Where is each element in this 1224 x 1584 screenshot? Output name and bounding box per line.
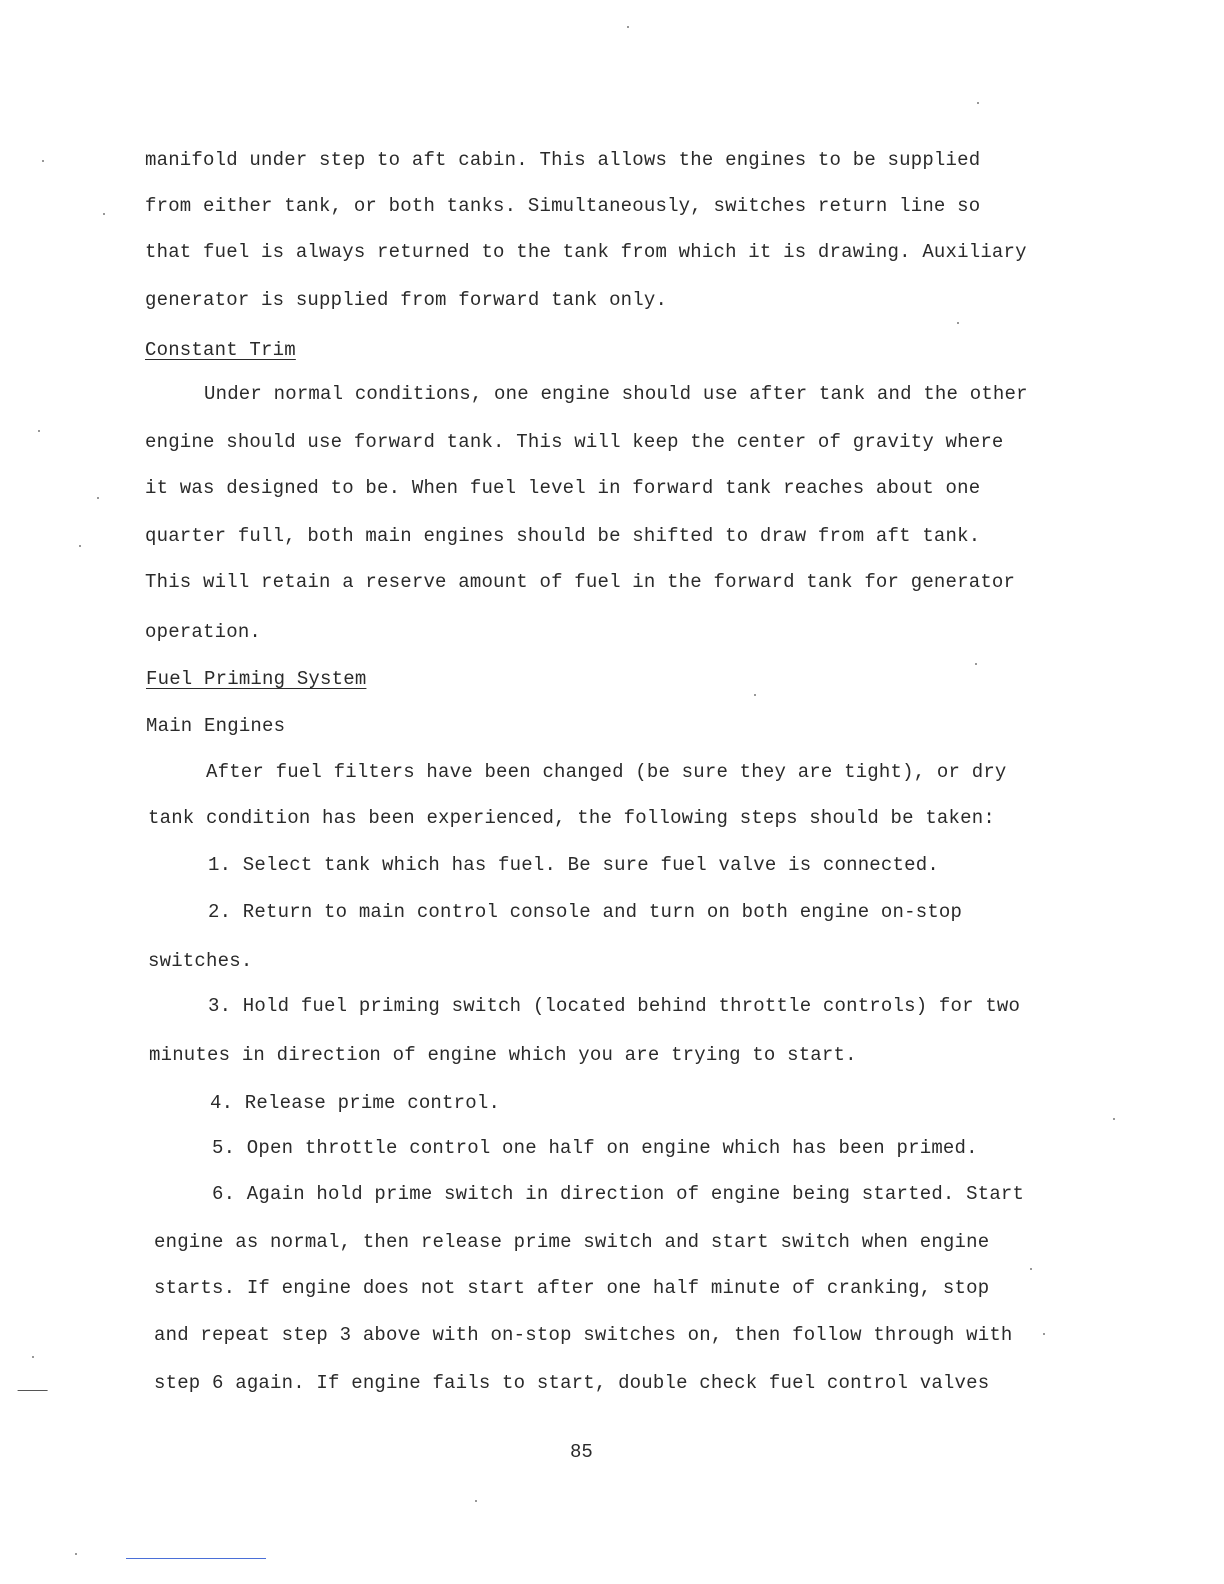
scan-speck	[1043, 1333, 1045, 1335]
step-item: 6. Again hold prime switch in direction of engine being started. Start	[212, 1183, 1025, 1205]
scan-speck	[754, 694, 756, 696]
text-line: This will retain a reserve amount of fuel in the forward tank for generator	[145, 571, 1016, 593]
text-line: tank condition has been experienced, the following steps should be taken:	[148, 807, 995, 829]
bottom-rule	[126, 1558, 266, 1559]
scan-speck	[977, 102, 979, 104]
scan-speck	[42, 160, 44, 162]
scan-speck	[32, 1356, 34, 1358]
text-line: operation.	[145, 621, 262, 643]
step-continuation: engine as normal, then release prime switch and start switch when engine	[154, 1231, 990, 1253]
text-line: quarter full, both main engines should be shifted to draw from aft tank.	[145, 525, 981, 547]
text-line: it was designed to be. When fuel level in forward tank reaches about one	[145, 477, 981, 499]
text-line: engine should use forward tank. This will keep the center of gravity where	[145, 431, 1004, 453]
step-item: 2. Return to main control console and turn on both engine on-stop	[208, 901, 963, 923]
scan-speck	[957, 322, 959, 324]
step-item: 4. Release prime control.	[210, 1092, 501, 1114]
step-continuation: switches.	[148, 950, 253, 972]
scan-speck	[1030, 1268, 1032, 1270]
text-line: After fuel filters have been changed (be sure they are tight), or dry	[206, 761, 1007, 783]
scan-speck	[38, 430, 40, 432]
text-line: manifold under step to aft cabin. This allows the engines to be supplied	[145, 149, 981, 171]
page-number: 85	[570, 1441, 593, 1463]
scan-speck	[75, 1553, 77, 1555]
step-continuation: and repeat step 3 above with on-stop switches on, then follow through with	[154, 1324, 1013, 1346]
section-heading-fuel-priming: Fuel Priming System	[146, 668, 367, 690]
scan-speck	[79, 545, 81, 547]
text-line: that fuel is always returned to the tank from which it is drawing. Auxiliary	[145, 241, 1027, 263]
scan-speck	[97, 497, 99, 499]
step-continuation: minutes in direction of engine which you are trying to start.	[149, 1044, 857, 1066]
step-item: 1. Select tank which has fuel. Be sure fuel valve is connected.	[208, 854, 939, 876]
step-continuation: starts. If engine does not start after one half minute of cranking, stop	[154, 1277, 990, 1299]
scan-mark	[5, 1376, 48, 1391]
text-line: generator is supplied from forward tank only.	[145, 289, 668, 311]
step-item: 5. Open throttle control one half on engine which has been primed.	[212, 1137, 978, 1159]
scan-speck	[475, 1500, 477, 1502]
scan-speck	[975, 663, 977, 665]
scan-speck	[1113, 1118, 1115, 1120]
text-line: Under normal conditions, one engine should use after tank and the other	[204, 383, 1028, 405]
scan-speck	[103, 213, 105, 215]
section-heading-constant-trim: Constant Trim	[145, 339, 296, 361]
text-line: from either tank, or both tanks. Simultaneously, switches return line so	[145, 195, 981, 217]
scan-speck	[627, 26, 629, 28]
step-continuation: step 6 again. If engine fails to start, double check fuel control valves	[154, 1372, 990, 1394]
subheading-main-engines: Main Engines	[146, 715, 286, 737]
step-item: 3. Hold fuel priming switch (located behind throttle controls) for two	[208, 995, 1021, 1017]
